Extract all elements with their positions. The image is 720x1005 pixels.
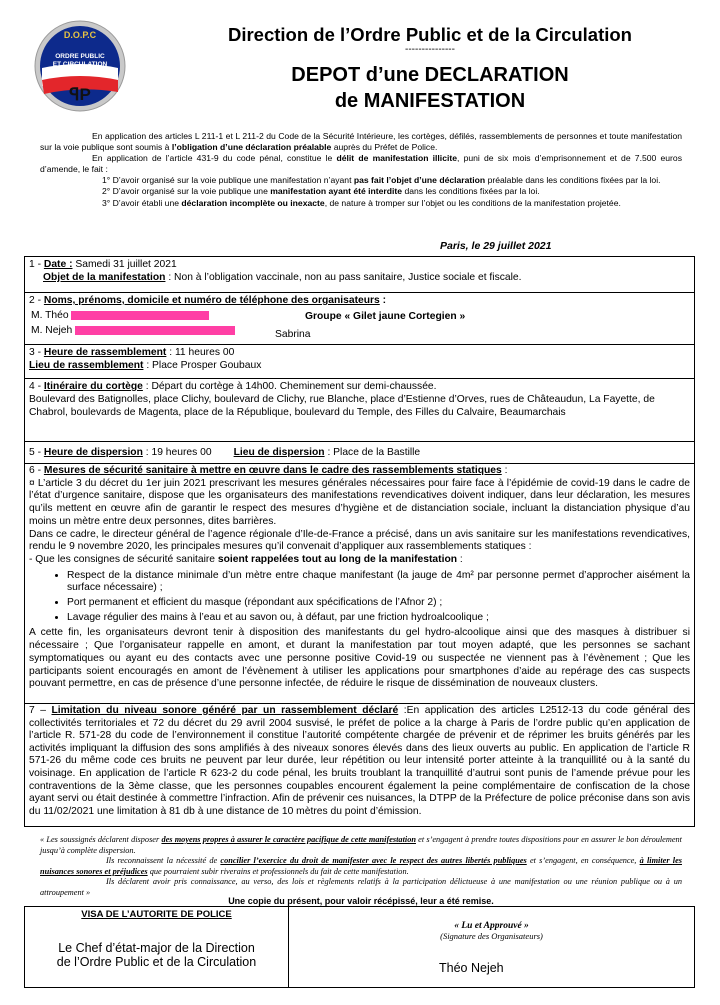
section-date-object [24,256,695,293]
intro-p1 [40,131,682,153]
logo-text-top: D.O.P.C [63,30,97,40]
organizer-extra: Sabrina [275,329,311,340]
intro-p5c: , de nature à tromper sur l’objet ou les conditions de la manifestation projetée. [324,197,621,208]
read-approved: « Lu et Approuvé » [454,921,529,931]
organizers-signature-box [288,906,695,988]
s1-object-label: Objet de la manifestation [43,272,166,283]
foot-f2e: que pourraient subir riverains et professionnels du fait de cette manifestation. [147,866,409,876]
s6-p3c: : [457,553,463,565]
organizer-1-name: M. Théo [31,310,69,321]
organizer-group: Groupe « Gilet jaune Cortegien » [305,311,466,322]
intro-p2 [40,153,682,175]
visa-title: VISA DE L’AUTORITE DE POLICE [81,909,232,920]
s1-object-value: : Non à l’obligation vaccinale, non au pass sanitaire, Justice sociale et fiscale. [165,272,522,283]
title-divider: --------------- [405,44,455,55]
dopc-logo [34,20,126,112]
s3-place-label: Lieu de rassemblement [29,360,144,371]
s4-label: Itinéraire du cortège [43,381,143,392]
intro-p4c: dans les conditions fixées par la loi. [402,186,540,197]
intro-p3c: préalable dans les conditions fixées par la loi. [485,175,661,186]
intro-p4 [40,186,682,197]
s5-time-label: Heure de dispersion [43,447,143,458]
subtitle-line1: DEPOT d’une DECLARATION [291,64,569,86]
organizer-2 [31,324,235,337]
redacted-block [75,326,235,335]
s6-p4: A cette fin, les organisateurs devront tenir à disposition des manifestants du gel hydro-alcoolique ainsi que des masques à distribuer si nécessaire ; Que l’organisateur rappelle en amont, et durant la manifestation par tout moyen adapté, que les personnes se sachant symptomatiques ou ayant eu des contacts avec une personne positive Covid-19 ou suspectée ne viennent pas à l’évènement ; Que les participants soient encouragés en amont de l’évènement à utiliser les applications pour smartphones d’aide au repérage des cas suspects pouvant permettre, en cas de présence d’une personne infectée, de réduire le risque de dissémination de nouveaux clusters. [29,627,690,690]
foot-f2c: et s’engagent, en conséquence, [526,856,640,865]
intro-p3b: pas fait l’objet d’une déclaration [353,175,486,186]
s5-place-label: Lieu de dispersion [233,447,325,458]
intro-p4b: manifestation ayant été interdite [270,186,403,197]
s7-num: 7 – [29,705,52,716]
legal-intro [40,131,682,209]
s7-label: Limitation du niveau sonore généré par un rassemblement déclaré [51,705,399,716]
intro-p1c: auprès du Préfet de Police. [331,142,438,153]
section-organizers [24,292,695,345]
intro-p5 [40,198,682,209]
s5-place-value: : Place de la Bastille [324,447,421,458]
logo-text-mid1: ORDRE PUBLIC [55,53,105,60]
s6-p3a: - Que les consignes de sécurité sanitaire [29,553,218,565]
s4-value: : Départ du cortège à 14h00. Cheminement sur demi-chaussée. [142,381,437,392]
sanitary-measures-list [67,570,690,625]
section-noise [24,703,695,827]
page-title: Direction de l’Ordre Public et de la Circulation [227,24,632,45]
section-sanitary [24,463,695,704]
intro-p1b: l’obligation d’une déclaration préalable [171,142,332,153]
redacted-block [71,311,209,320]
visa-line1: Le Chef d’état-major de la Direction [58,941,255,955]
intro-p5b: déclaration incomplète ou inexacte [181,197,325,208]
s3-time-label: Heure de rassemblement [43,347,167,358]
intro-p2b: délit de manifestation illicite [336,153,457,164]
foot-f2a: Ils reconnaissent la nécessité de [106,856,221,865]
list-item: • Port permanent et efficient du masque (répondant aux spécifications de l’Afnor 2) ; [67,597,690,610]
intro-p2a: En application de l’article 431-9 du code pénal, constitue le [92,153,337,164]
visa-signatory [25,941,288,969]
foot-f1c: et s’engagent à prendre toutes dispositions pour en assurer le bon déroulement jusqu’à complète dispersion. [40,835,682,855]
section-route [24,378,695,442]
list-item: • Respect de la distance minimale d’un mètre entre chaque manifestant (la jauge de 4m² par personne permet d’approcher aisément la surface nécessaire) ; [67,570,690,595]
s3-place-value: : Place Prosper Goubaux [143,360,262,371]
s4-num: 4 - [29,381,44,392]
intro-p1a: En application des articles L 211-1 et L 211-2 du Code de la Sécurité Intérieure, les cortèges, défilés, rassemblements de personnes et toute manifestation sur la voie publique sont soumis à [40,131,682,153]
section-gathering [24,344,695,379]
section-dispersion [24,441,695,464]
logo-text-bottom: ꟼP [69,85,91,104]
list-item: • Lavage régulier des mains à l’eau et au savon ou, à défaut, par une friction hydroalcoolique ; [67,612,690,625]
document-subtitle [140,62,720,114]
s5-num: 5 - [29,447,44,458]
foot-f1a: « Les soussignés déclarent disposer [40,835,162,844]
intro-p2c: , puni de six mois d’emprisonnement et de 7.500 euros d’amende, le fait : [40,153,682,175]
s4-route: Boulevard des Batignolles, place Clichy, boulevard de Clichy, rue Blanche, place d’Estienne d’Orves, rues de Châteaudun, La Fayette, de Chabrol, boulevards de Magenta, place de la République, boulevard du Temple, des Filles du Calvaire, Beaumarchais [29,394,655,418]
subtitle-line2: de MANIFESTATION [334,90,526,112]
intro-p3a: 1° D’avoir organisé sur la voie publique une manifestation n’ayant [102,175,354,186]
s7-text: :En application des articles L2512-13 du code général des collectivités territoriales et 72 du décret du 29 avril 2004 susvisé, le préfet de police a la charge à Paris de l’ordre public qu’en application de l’article R. 571-28 du code de l’environnement il constitue l’autorité compétente chargée de prévenir et de réprimer les bruits générés par les activités impliquant la diffusion des sons amplifiés à des niveaux sonores élevés dans des lieux ouverts au public. En application de l’article R 571-26 du même code ces bruits ne peuvent par leur durée, leur répétition ou leur intensité porter atteinte à la tranquillité ou à la santé du voisinage. En application de l’article R 623-2 du code pénal, les bruits troublant la tranquillité d’autrui sont punis de l’amende prévue pour les contraventions de la 3ème classe, que les personnes coupables encourent également la peine complémentaire de confiscation de la chose ayant servi ou était destinée à commettre l’infraction. Afin de prévenir ces nuisances, la DTPP de la Préfecture de police préconise dans son avis du 11/02/2021 une limitation à 81 db à une distance de 10 mètres du point d’émission. [29,705,690,817]
s6-num: 6 - [29,465,44,476]
foot-f2b: concilier l’exercice du droit de manifester avec le respect des autres libertés publiques [220,856,527,865]
s6-colon: : [501,465,508,476]
organizer-2-name: M. Nejeh [31,325,73,336]
logo-text-mid2: ET CIRCULATION [52,61,108,68]
organizer-1 [31,309,209,322]
s6-label: Mesures de sécurité sanitaire à mettre en œuvre dans le cadre des rassemblements statiques [43,465,502,476]
organizers-declaration [40,835,682,898]
s1-date-value: Samedi 31 juillet 2021 [72,259,177,270]
receipt-note: Une copie du présent, pour valoir récépissé, leur a été remise. [228,896,494,906]
intro-p4a: 2° D’avoir organisé sur la voie publique une [102,186,271,197]
s3-num: 3 - [29,347,44,358]
intro-p3 [40,175,682,186]
s6-p1: ¤ L’article 3 du décret du 1er juin 2021 prescrivant les mesures générales nécessaires pour faire face à l’épidémie de covid-19 dans le cadre de l’état d’urgence sanitaire, dispose que les organisateurs des manifestations revendicatives doivent indiquer, dans leur déclaration, les mesures qu’ils mettent en œuvre afin de garantir le respect des mesures d’hygiène et de distanciation sociale, incluant la distanciation physique d’au moins un mètre entre deux personnes, dites barrières. [29,477,690,527]
s6-p3b: soient rappelées tout au long de la manifestation [217,553,458,565]
s1-num: 1 - [29,259,44,270]
visa-line2: de l’Ordre Public et de la Circulation [56,955,257,969]
foot-f3: Ils déclarent avoir pris connaissance, au verso, des lois et règlements relatifs à la participation délictueuse à une manifestation ou une réunion publique ou à un attroupement » [40,877,682,897]
s2-num: 2 - [29,295,44,306]
signature-caption: (Signature des Organisateurs) [440,931,543,941]
intro-p5a: 3° D’avoir établi une [102,197,182,208]
s2-label: Noms, prénoms, domicile et numéro de téléphone des organisateurs [43,295,380,306]
s1-date-label: Date : [43,259,73,270]
foot-f2d: à limiter les nuisances sonores et préjudices [40,856,682,876]
s6-p2: Dans ce cadre, le directeur général de l’agence régionale d’Ile-de-France a précisé, dans un avis sanitaire sur les manifestations revendicatives, rendu le 9 novembre 2020, les principales mesures qu’il convenait d’appliquer aux rassemblements statiques : [29,528,690,553]
foot-f1b: des moyens propres à assurer le caractère pacifique de cette manifestation [161,835,416,844]
s5-time-value: : 19 heures 00 [142,447,212,458]
declaration-date: Paris, le 29 juillet 2021 [440,240,552,252]
s2-colon: : [379,295,387,306]
s3-time-value: : 11 heures 00 [166,347,235,358]
signature-names: Théo Nejeh [439,961,504,975]
police-visa-box [24,906,289,988]
